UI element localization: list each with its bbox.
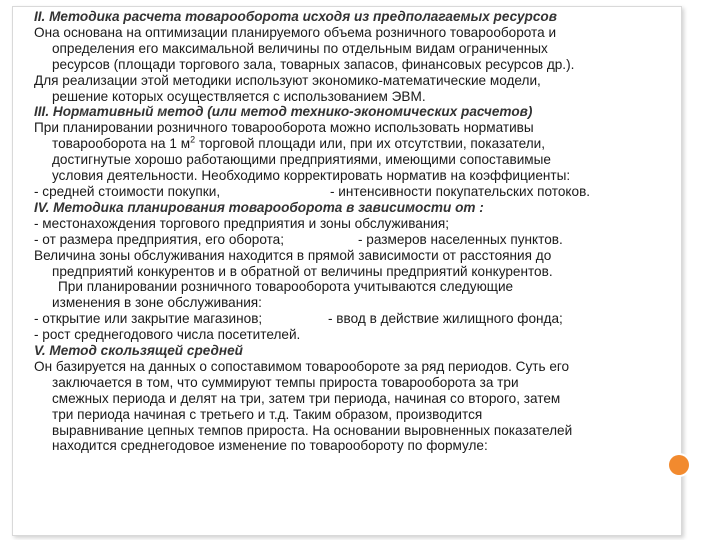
paragraph-resources-line-3: ресурсов (площади торгового зала, товарных запасов, финансовых ресурсов др.). [52,56,575,72]
heading-method-5: V. Метод скользящей средней [34,343,243,359]
paragraph-models-line-2: решение которых осуществляется с использованием ЭВМ. [52,88,426,104]
changes-row [34,311,662,327]
bullet-enterprise-size: - от размера предприятия, его оборота; [34,231,284,247]
heading-method-2: II. Методика расчета товарооборота исходя из предполагаемых ресурсов [34,9,557,24]
slide-content [34,9,662,454]
paragraph-resources-line-2: определения его максимальной величины по отдельным видам ограниченных [52,40,548,56]
superscript-2: 2 [190,134,196,145]
paragraph-service-zone-line-3: При планировании розничного товарооборота учитываются следующие [58,279,514,295]
bullet-store-opening: - открытие или закрытие магазинов; [34,311,263,327]
coefficient-customer-flow: - интенсивности покупательских потоков. [330,183,591,199]
coefficient-purchase-cost: - средней стоимости покупки, [34,183,221,199]
paragraph-moving-average-line-6: находится среднегодовое изменение по товарообороту по формуле: [52,438,488,454]
heading-method-3: III. Нормативный метод (или метод технико-экономических расчетов) [34,104,533,120]
size-row [34,232,662,248]
normative-line-2-end: торговой площади или, при их отсутствии, показатели, [195,136,545,152]
paragraph-resources-line-1: Она основана на оптимизации планируемого объема розничного товарооборота и [34,24,557,40]
paragraph-models-line-1: Для реализации этой методики используют экономико-математические модели, [34,72,541,88]
bullet-settlement-size: - размеров населенных пунктов. [358,231,563,247]
paragraph-moving-average-line-1: Он базируется на данных о сопоставимом товарообороте за ряд периодов. Суть его [34,358,570,374]
paragraph-normative-line-1: При планировании розничного товарооборота можно использовать нормативы [34,120,534,136]
bullet-visitors: - рост среднегодового числа посетителей. [34,327,301,343]
paragraph-normative-line-4: условия деятельности. Необходимо корректировать норматив на коэффициенты: [52,168,571,184]
normative-line-2-start: товарооборота на 1 м [52,136,191,152]
paragraph-service-zone-line-4: изменения в зоне обслуживания: [52,295,262,311]
paragraph-normative-line-2 [34,136,662,152]
coefficients-row [34,184,662,200]
paragraph-service-zone-line-2: предприятий конкурентов и в обратной от величины предприятий конкурентов. [52,263,553,279]
paragraph-moving-average-line-4: три периода начиная с третьего и т.д. Таким образом, производится [52,406,483,422]
paragraph-moving-average-line-2: заключается в том, что суммируют темпы прироста товарооборота за три [52,374,519,390]
orange-circle-decoration [669,455,689,475]
bullet-housing: - ввод в действие жилищного фонда; [328,311,563,327]
bullet-location: - местонахождения торгового предприятия и зоны обслуживания; [34,215,450,231]
heading-method-4: IV. Методика планирования товарооборота в зависимости от : [34,199,484,215]
paragraph-moving-average-line-3: смежных периода и делят на три, затем три периода, начиная со второго, затем [52,390,561,406]
paragraph-moving-average-line-5: выравнивание цепных темпов прироста. На основании выровненных показателей [52,422,573,438]
paragraph-service-zone-line-1: Величина зоны обслуживания находится в прямой зависимости от расстояния до [34,247,552,263]
paragraph-normative-line-3: достигнутые хорошо работающими предприятиями, имеющими сопоставимые [52,152,551,168]
